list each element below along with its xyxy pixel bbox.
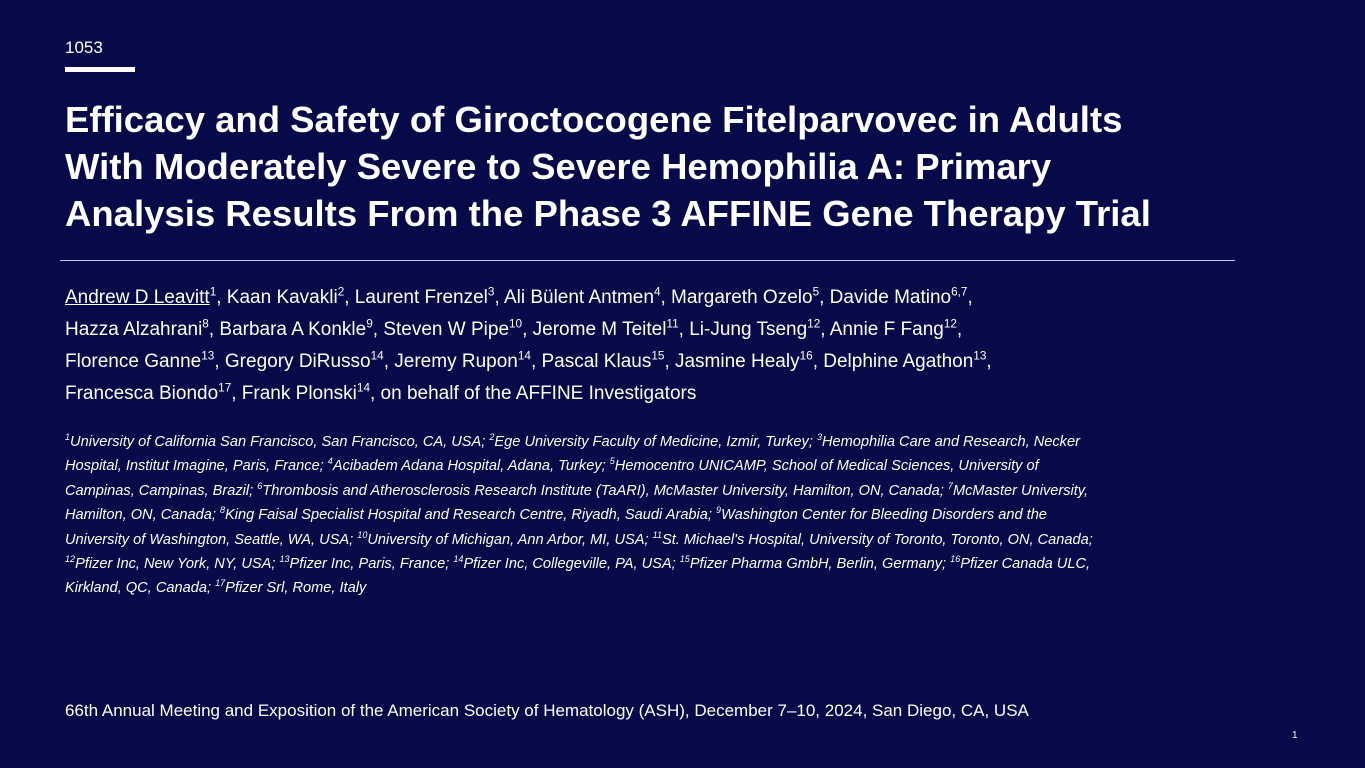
slide-title xyxy=(65,96,1295,237)
author-name: , Davide Matino xyxy=(819,287,952,308)
title-divider xyxy=(60,260,1235,261)
author-name: , Steven W Pipe xyxy=(372,319,510,340)
affiliation-text: Pfizer Inc, Collegeville, PA, USA; xyxy=(463,556,680,573)
author-affiliation-number: 10 xyxy=(509,317,523,331)
author-separator: , xyxy=(967,287,973,308)
author-name: Francesca Biondo xyxy=(65,383,219,404)
author-name: , Gregory DiRusso xyxy=(214,351,371,372)
affiliation-text: Hamilton, ON, Canada; xyxy=(65,507,220,524)
affiliation-number: 17 xyxy=(215,578,226,589)
affiliation-line xyxy=(65,430,1305,454)
author-name: , Annie F Fang xyxy=(820,319,944,340)
author-affiliation-number: 14 xyxy=(370,349,384,363)
affiliation-number: 11 xyxy=(652,529,662,540)
affiliation-text: Pfizer Canada ULC, xyxy=(960,556,1091,573)
author-affiliation-number: 5 xyxy=(812,285,820,299)
affiliation-text: Thrombosis and Atherosclerosis Research Institute (TaARI), McMaster University, Hamilton, ON, Canada; xyxy=(262,482,948,499)
author-affiliation-number: 9 xyxy=(366,317,373,331)
affiliation-number: 13 xyxy=(279,554,290,565)
author-affiliation-number: 11 xyxy=(666,317,679,331)
affiliation-text: Campinas, Campinas, Brazil; xyxy=(65,482,258,499)
affiliation-number: 6 xyxy=(257,480,263,491)
author-affiliation-number: 14 xyxy=(517,349,531,363)
author-affiliation-number: 14 xyxy=(356,381,370,395)
author-list xyxy=(65,282,1305,410)
author-name: , Li-Jung Tseng xyxy=(678,319,808,340)
author-name: Florence Ganne xyxy=(65,351,202,372)
author-line xyxy=(65,378,1305,410)
affiliation-number: 14 xyxy=(453,554,464,565)
affiliation-text: Washington Center for Bleeding Disorders and the xyxy=(721,507,1047,524)
author-line xyxy=(65,314,1305,346)
author-affiliation-number: 3 xyxy=(487,285,495,299)
affiliation-text: Pfizer Inc, New York, NY, USA; xyxy=(75,556,280,573)
affiliation-number: 7 xyxy=(947,480,953,491)
affiliation-text: Pfizer Srl, Rome, Italy xyxy=(225,580,367,597)
affiliation-text: University of California San Francisco, San Francisco, CA, USA; xyxy=(70,434,490,450)
author-name: , Laurent Frenzel xyxy=(344,287,488,308)
author-affiliation-number: 4 xyxy=(653,285,661,299)
affiliation-line xyxy=(65,552,1305,576)
affiliation-line xyxy=(65,576,1305,600)
author-separator: , xyxy=(986,351,992,372)
affiliation-text: Pfizer Inc, Paris, France; xyxy=(289,556,454,573)
author-affiliation-number: 12 xyxy=(943,317,957,331)
affiliation-line xyxy=(65,479,1305,503)
author-list-suffix: , on behalf of the AFFINE Investigators xyxy=(370,383,697,404)
title-line: Analysis Results From the Phase 3 AFFINE Gene Therapy Trial xyxy=(65,193,1151,234)
author-name: , Pascal Klaus xyxy=(530,351,652,372)
affiliation-number: 1 xyxy=(65,432,71,443)
author-affiliation-number: 13 xyxy=(973,349,987,363)
author-affiliation-number: 15 xyxy=(651,349,665,363)
affiliation-number: 15 xyxy=(679,554,690,565)
author-separator: , xyxy=(956,319,963,340)
author-name: , Jeremy Rupon xyxy=(383,351,518,372)
affiliation-line xyxy=(65,503,1305,527)
affiliation-text: Acibadem Adana Hospital, Adana, Turkey; xyxy=(332,458,610,475)
affiliation-line xyxy=(65,528,1305,552)
author-name: , Jerome M Teitel xyxy=(522,319,667,340)
affiliation-number: 10 xyxy=(357,529,368,540)
author-name: , Ali Bülent Antmen xyxy=(494,287,654,308)
author-line xyxy=(65,346,1305,378)
slide-number: 1 xyxy=(1292,730,1298,741)
title-line: With Moderately Severe to Severe Hemophilia A: Primary xyxy=(65,146,1052,187)
author-name: , Margareth Ozelo xyxy=(660,287,813,308)
affiliation-list xyxy=(65,430,1305,601)
author-name: , Kaan Kavakli xyxy=(216,287,338,308)
affiliation-text: Hospital, Institut Imagine, Paris, France; xyxy=(65,458,328,475)
affiliation-number: 8 xyxy=(219,505,225,516)
author-affiliation-number: 17 xyxy=(218,381,232,395)
author-affiliation-number: 2 xyxy=(337,285,345,299)
affiliation-text: St. Michael's Hospital, University of Toronto, Toronto, ON, Canada; xyxy=(661,531,1093,548)
author-affiliation-number: 16 xyxy=(799,349,813,363)
author-name: , Jasmine Healy xyxy=(664,351,800,372)
affiliation-text: Ege University Faculty of Medicine, Izmir, Turkey; xyxy=(494,434,817,450)
author-affiliation-number: 1 xyxy=(209,285,217,299)
author-affiliation-number: 8 xyxy=(202,317,209,331)
affiliation-text: University of Washington, Seattle, WA, USA; xyxy=(65,531,358,548)
author-affiliation-number: 6,7 xyxy=(951,285,968,299)
title-line: Efficacy and Safety of Giroctocogene Fitelparvovec in Adults xyxy=(65,99,1123,140)
affiliation-number: 2 xyxy=(489,432,495,443)
affiliation-text: Pfizer Pharma GmbH, Berlin, Germany; xyxy=(689,556,951,573)
author-name: , Delphine Agathon xyxy=(812,351,974,372)
author-affiliation-number: 12 xyxy=(807,317,821,331)
author-affiliation-number: 13 xyxy=(201,349,215,363)
author-name: , Barbara A Konkle xyxy=(208,319,367,340)
affiliation-text: Hemophilia Care and Research, Necker xyxy=(821,434,1080,450)
affiliation-text: Hemocentro UNICAMP, School of Medical Sciences, University of xyxy=(614,458,1039,475)
abstract-number: 1053 xyxy=(65,38,103,57)
affiliation-number: 12 xyxy=(65,554,76,565)
affiliation-text: McMaster University, xyxy=(952,482,1089,499)
abstract-number-bar xyxy=(65,67,135,72)
presenting-author: Andrew D Leavitt xyxy=(65,287,210,308)
meeting-info: 66th Annual Meeting and Exposition of the American Society of Hematology (ASH), December 7–10, 2024, San Diego, CA, USA xyxy=(65,701,1029,720)
author-line xyxy=(65,282,1305,314)
author-name: , Frank Plonski xyxy=(231,383,357,404)
affiliation-text: University of Michigan, Ann Arbor, MI, USA; xyxy=(367,531,653,548)
affiliation-line xyxy=(65,454,1305,478)
author-name: Hazza Alzahrani xyxy=(65,319,203,340)
affiliation-number: 3 xyxy=(816,432,822,443)
affiliation-number: 5 xyxy=(609,456,615,467)
affiliation-text: Kirkland, QC, Canada; xyxy=(65,580,216,597)
affiliation-number: 9 xyxy=(716,505,722,516)
affiliation-number: 4 xyxy=(327,456,333,467)
affiliation-text: King Faisal Specialist Hospital and Research Centre, Riyadh, Saudi Arabia; xyxy=(224,507,717,524)
affiliation-number: 16 xyxy=(950,554,961,565)
